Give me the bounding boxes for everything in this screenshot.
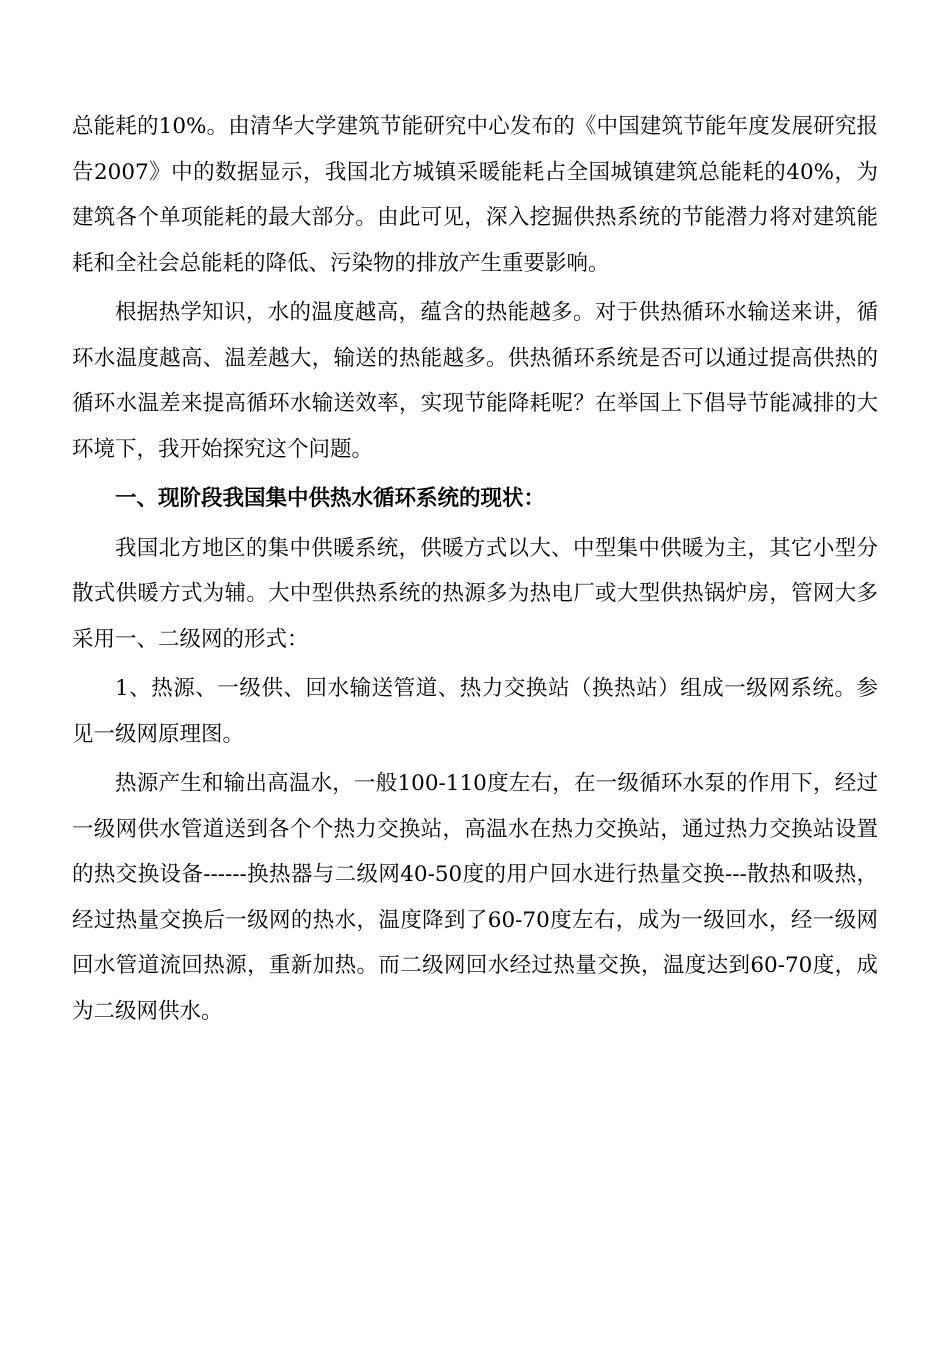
paragraph-northern-heating: 我国北方地区的集中供暖系统，供暖方式以大、中型集中供暖为主，其它小型分散式供暖方式为辅。大中型供热系统的热源多为热电厂或大型供热锅炉房，管网大多采用一、二级网的形式：: [72, 535, 878, 652]
paragraph-energy-statistics: 总能耗的10%。由清华大学建筑节能研究中心发布的《中国建筑节能年度发展研究报告2007》中的数据显示，我国北方城镇采暖能耗占全国城镇建筑总能耗的40%，为建筑各个单项能耗的最大部分。由此可见，深入挖掘供热系统的节能潜力将对建筑能耗和全社会总能耗的降低、污染物的排放产生重要影响。: [72, 114, 878, 276]
section-heading-current-status: 一、现阶段我国集中供热水循环系统的现状：: [115, 486, 546, 511]
paragraph-heat-exchange: 热源产生和输出高温水，一般100-110度左右，在一级循环水泵的作用下，经过一级网供水管道送到各个个热力交换站，高温水在热力交换站，通过热力交换站设置的热交换设备------换热器与二级网40-50度的用户回水进行热量交换---散热和吸热，经过热量交换后一级网的热水，温度降到了60-70度左右，成为一级回水，经一级网回水管道流回热源，重新加热。而二级网回水经过热量交换，温度达到60-70度，成为二级网供水。: [72, 771, 878, 1024]
paragraph-primary-network: 1、热源、一级供、回水输送管道、热力交换站（换热站）组成一级网系统。参见一级网原理图。: [72, 676, 878, 747]
document-page: [72, 104, 878, 1038]
paragraph-thermal-knowledge: 根据热学知识，水的温度越高，蕴含的热能越多。对于供热循环水输送来讲，循环水温度越高、温差越大，输送的热能越多。供热循环系统是否可以通过提高供热的循环水温差来提高循环水输送效率，实现节能降耗呢？在举国上下倡导节能减排的大环境下，我开始探究这个问题。: [72, 300, 878, 462]
